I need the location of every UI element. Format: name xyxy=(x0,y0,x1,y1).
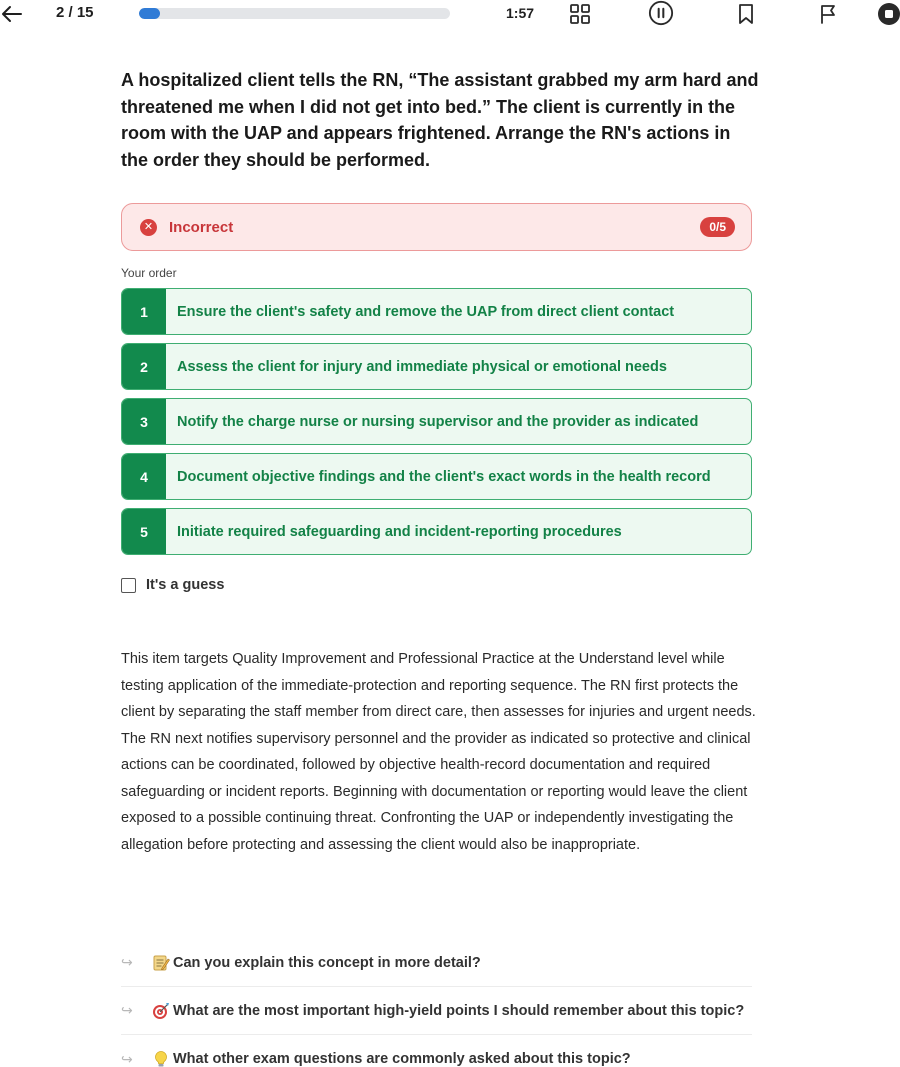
order-number: 4 xyxy=(122,454,166,499)
order-label: Your order xyxy=(121,266,177,280)
bookmark-icon[interactable] xyxy=(733,1,759,27)
order-number: 3 xyxy=(122,399,166,444)
guess-checkbox[interactable] xyxy=(121,578,136,593)
followup-text: Can you explain this concept in more detail? xyxy=(173,954,481,971)
question-counter: 2 / 15 xyxy=(56,4,94,21)
reply-arrow-icon: ↪ xyxy=(121,1002,133,1018)
pause-icon[interactable] xyxy=(648,0,674,26)
order-item xyxy=(121,398,752,445)
order-item xyxy=(121,453,752,500)
explanation-text: This item targets Quality Improvement and Professional Practice at the Understand level while testing application of the immediate-protection and reporting sequence. The RN first protects the client by separating the staff member from direct care, then assesses for injuries and urgent needs. The RN next notifies supervisory personnel and the provider as indicated so protective and clinical actions can be coordinated, followed by objective health-record documentation and required safeguarding or incident reports. Beginning with documentation or reporting would leave the client exposed to a possible continuing threat. Confronting the UAP or independently investigating the allegation before protecting and assessing the client would also be inappropriate. xyxy=(121,651,756,853)
order-number: 2 xyxy=(122,344,166,389)
progress-bar-fill xyxy=(139,8,160,19)
progress-bar xyxy=(139,8,450,19)
score-badge: 0/5 xyxy=(700,217,735,237)
result-label: Incorrect xyxy=(169,218,234,236)
result-banner xyxy=(121,203,752,251)
order-item xyxy=(121,508,752,555)
order-item xyxy=(121,288,752,335)
followup-item[interactable] xyxy=(121,987,752,1035)
order-number: 1 xyxy=(122,289,166,334)
order-item xyxy=(121,343,752,390)
timer: 1:57 xyxy=(506,5,535,21)
target-emoji-icon xyxy=(149,1001,173,1021)
order-item-text: Notify the charge nurse or nursing supervisor and the provider as indicated xyxy=(177,413,699,430)
order-item-text: Initiate required safeguarding and incident-reporting procedures xyxy=(177,523,622,540)
followup-item[interactable] xyxy=(121,939,752,987)
reply-arrow-icon: ↪ xyxy=(121,954,133,970)
grid-icon[interactable] xyxy=(567,1,593,27)
flag-icon[interactable] xyxy=(816,1,842,27)
x-circle-icon: ✕ xyxy=(140,219,157,236)
order-list xyxy=(121,288,752,563)
order-item-text: Assess the client for injury and immediate physical or emotional needs xyxy=(177,358,667,375)
reply-arrow-icon: ↪ xyxy=(121,1050,133,1067)
memo-emoji-icon xyxy=(149,953,173,973)
order-number: 5 xyxy=(122,509,166,554)
back-arrow-icon[interactable] xyxy=(0,2,24,26)
followup-text: What other exam questions are commonly asked about this topic? xyxy=(173,1051,631,1067)
followup-item[interactable] xyxy=(121,1035,752,1067)
top-bar xyxy=(0,0,900,30)
question-text: A hospitalized client tells the RN, “The assistant grabbed my arm hard and threatened me when I did not get into bed.” The client is currently in the room with the UAP and appears frightened. Arrange the RN's actions in the order they should be performed. xyxy=(121,70,759,170)
followup-text: What are the most important high-yield points I should remember about this topic? xyxy=(173,1002,745,1019)
order-item-text: Document objective findings and the client's exact words in the health record xyxy=(177,468,711,485)
stop-icon[interactable] xyxy=(876,1,900,27)
lightbulb-emoji-icon xyxy=(149,1049,173,1067)
guess-toggle[interactable] xyxy=(121,577,224,593)
followup-list xyxy=(121,939,752,1067)
order-item-text: Ensure the client's safety and remove the UAP from direct client contact xyxy=(177,303,675,320)
guess-label: It's a guess xyxy=(146,577,225,593)
